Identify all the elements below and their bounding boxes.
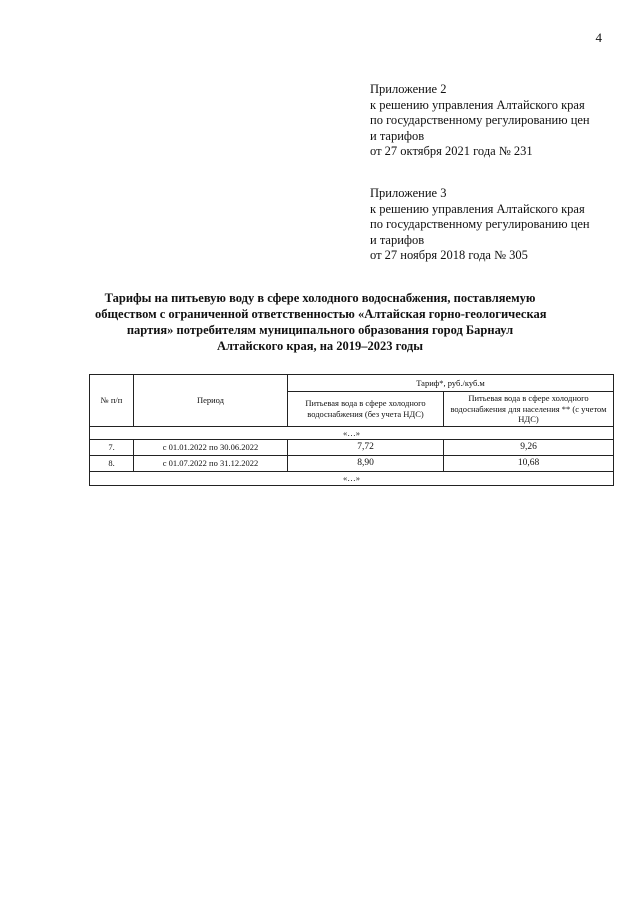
appendix-3-line: от 27 ноября 2018 года № 305 [370,248,528,262]
header-period: Период [134,375,288,427]
row-period: с 01.01.2022 по 30.06.2022 [134,440,288,456]
title-line: партия» потребителям муниципального образования город Барнаул [126,323,514,337]
appendix-2-line: по государственному регулированию цен [370,113,590,127]
tariff-table [89,374,614,486]
appendix-3-line: к решению управления Алтайского края [370,201,585,216]
appendix-3-line: Приложение 3 [370,186,447,200]
header-tariff-group: Тариф*, руб./куб.м [288,375,614,392]
title-line: обществом с ограниченной ответственностью «Алтайская горно-геологическая [95,307,547,321]
row-tariff-population: 10,68 [444,456,614,472]
appendix-2-line: Приложение 2 [370,82,447,96]
header-tariff-population: Питьевая вода в сфере холодного водоснабжения для населения ** (с учетом НДС) [444,392,614,427]
title-line: Тарифы на питьевую воду в сфере холодного водоснабжения, поставляемую [104,291,536,305]
appendix-3-line: и тарифов [370,232,425,247]
table-row [90,440,614,456]
header-tariff-no-vat: Питьевая вода в сфере холодного водоснабжения (без учета НДС) [288,392,444,427]
row-tariff-no-vat: 7,72 [288,440,444,456]
row-number: 8. [90,456,134,472]
appendix-2-line: к решению управления Алтайского края [370,97,585,112]
ellipsis-row-top: «…» [90,426,614,440]
table-row [90,456,614,472]
appendix-3-line: по государственному регулированию цен [370,217,590,231]
title-line: Алтайского края, на 2019–2023 годы [216,339,424,353]
ellipsis-row-bottom: «…» [90,472,614,486]
row-tariff-population: 9,26 [444,440,614,456]
row-tariff-no-vat: 8,90 [288,456,444,472]
header-number: № п/п [90,375,134,427]
appendix-2-header [370,82,620,160]
page-number: 4 [595,30,602,45]
document-title [95,290,545,354]
appendix-3-header [370,186,620,264]
appendix-2-line: от 27 октября 2021 года № 231 [370,144,533,158]
appendix-2-line: и тарифов [370,128,425,143]
row-number: 7. [90,440,134,456]
row-period: с 01.07.2022 по 31.12.2022 [134,456,288,472]
